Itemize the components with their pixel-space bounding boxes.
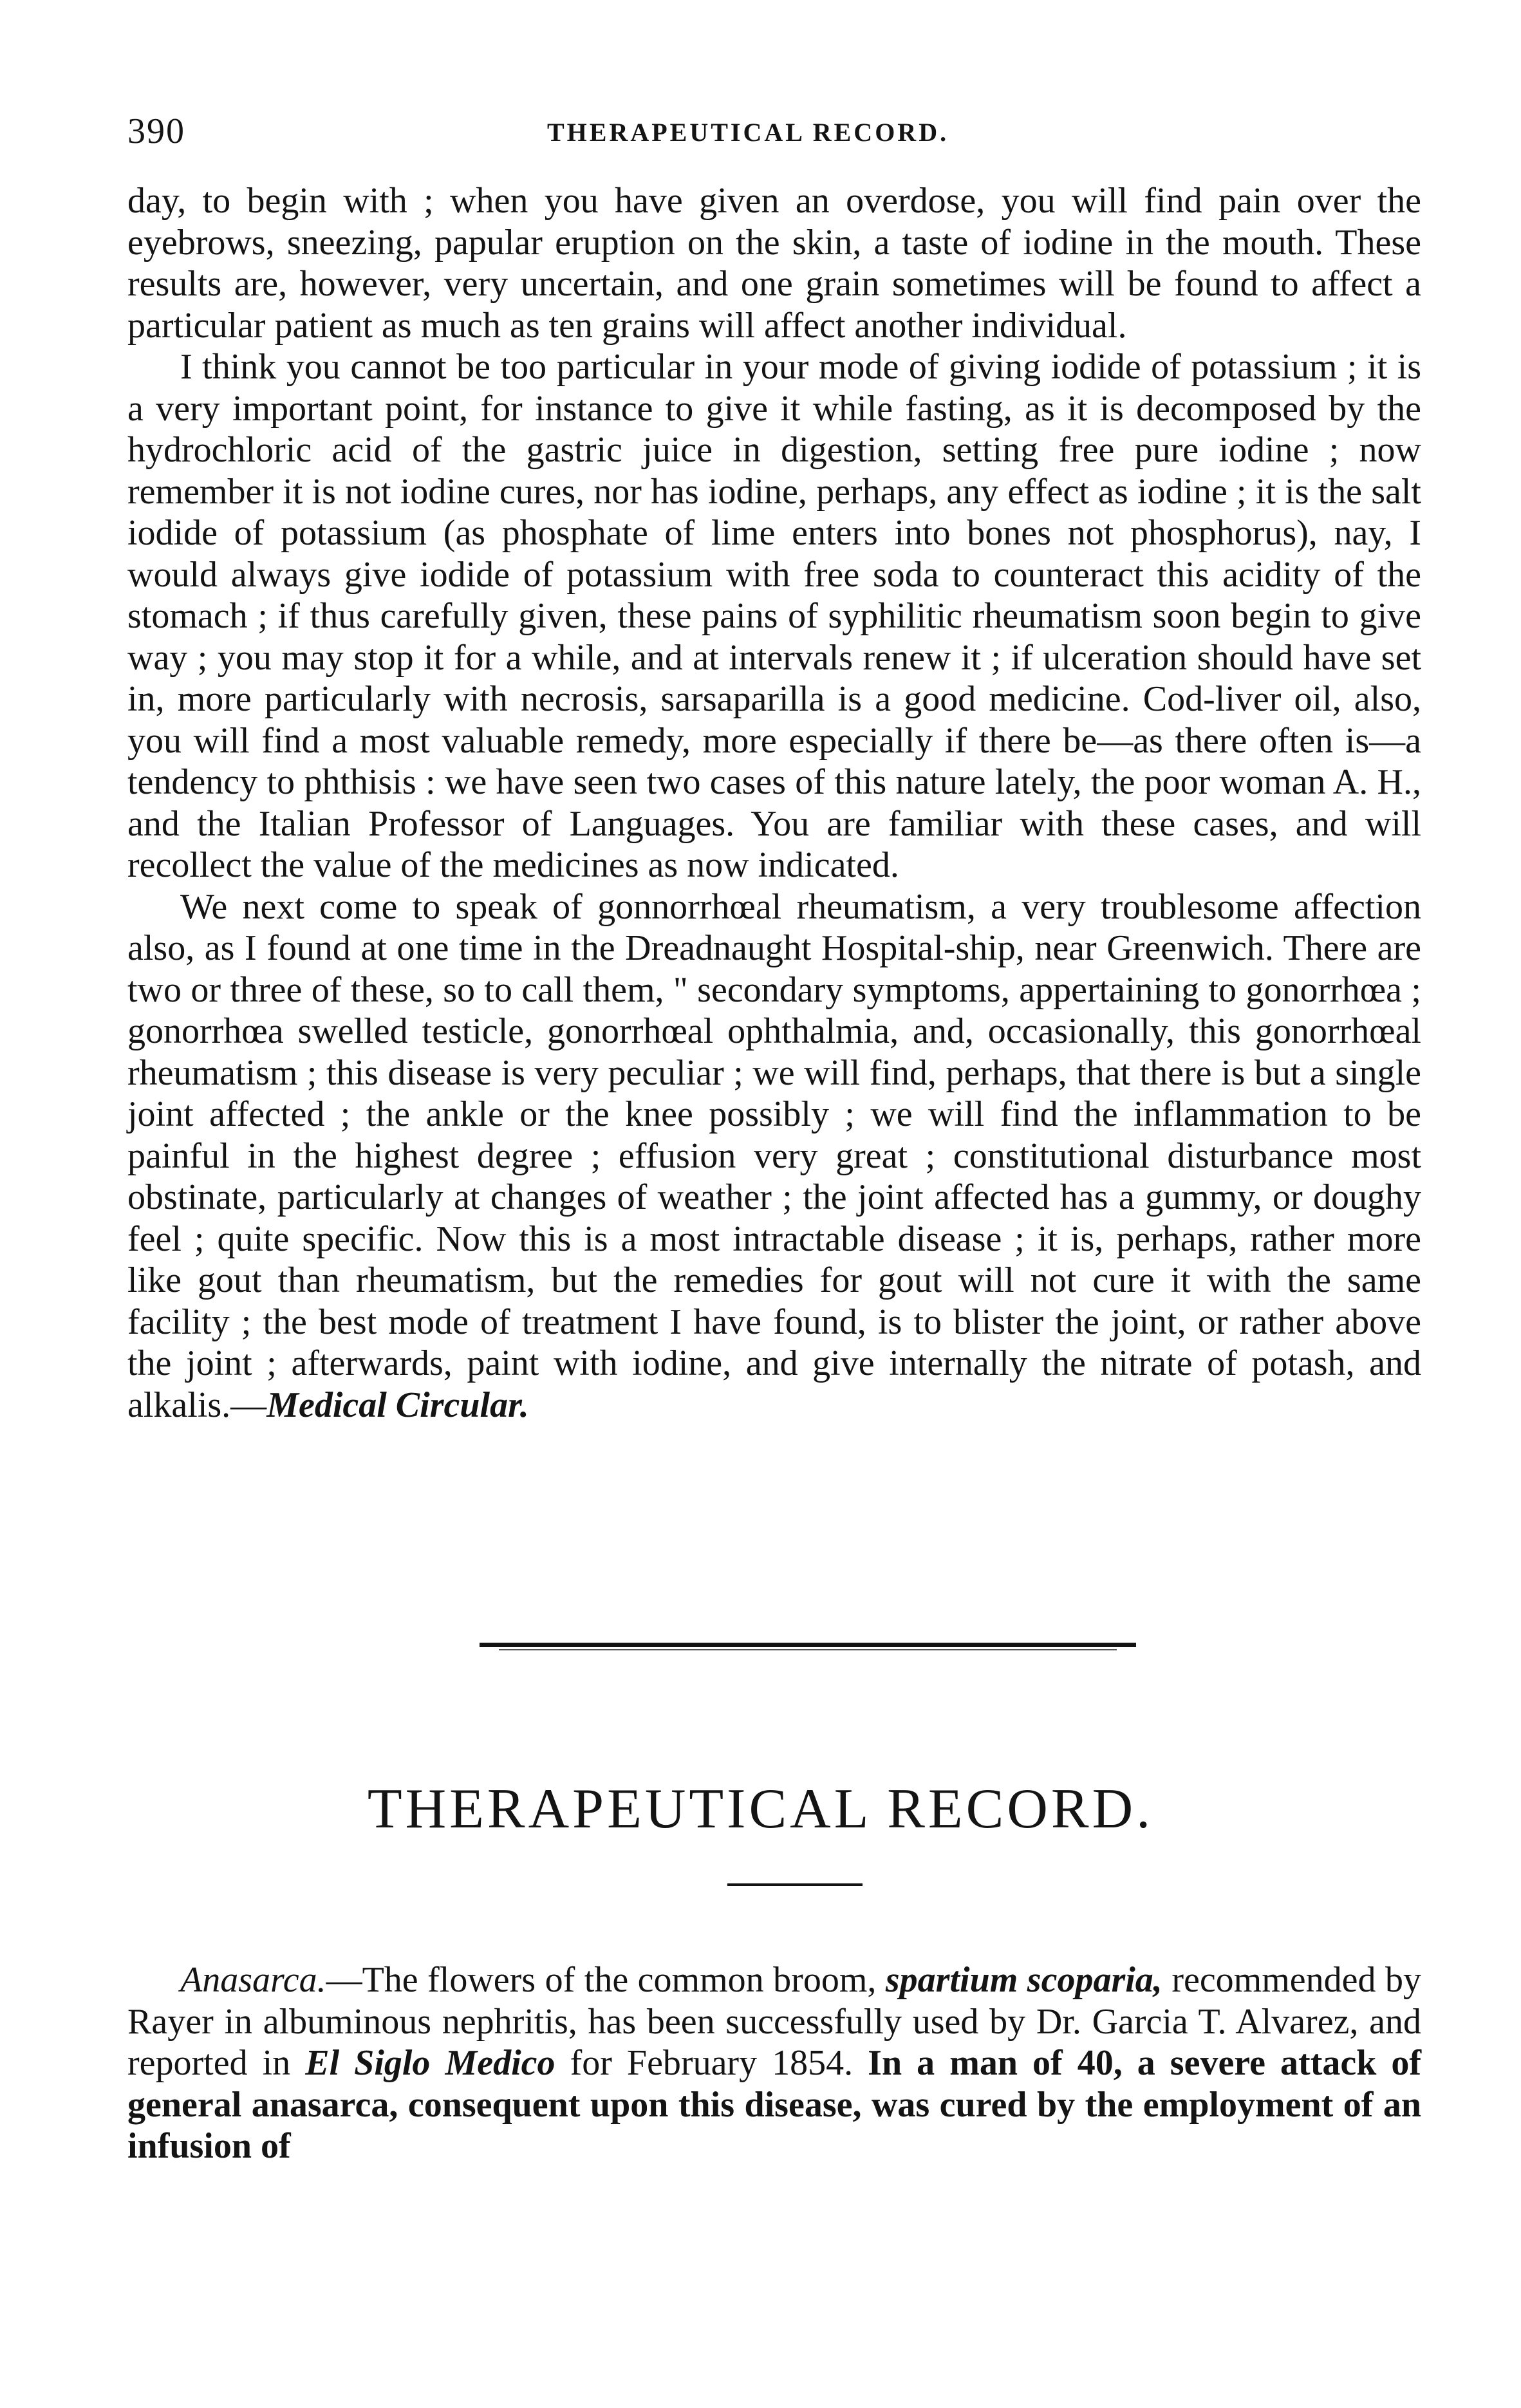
entry-heading: Anasarca.	[180, 1960, 326, 2000]
title-rule	[727, 1883, 863, 1886]
entry-text: recommended by Rayer in albuminous nephritis, has been successfully used by Dr. Garcia T. Alvarez, and reported in	[127, 1960, 1422, 2083]
section-title: THERAPEUTICAL RECORD.	[367, 1778, 1154, 1840]
paragraph: I think you cannot be too particular in your mode of giving iodide of potassium ; it is a very important point, for instance to give it while fasting, as it is decomposed by the hydrochloric acid of the gastric juice in digestion, setting free pure iodine ; now remember it is not iodine cures, nor has iodine, perhaps, any effect as iodine ; it is the salt iodide of potassium (as phosphate of lime enters into bones not phosphorus), nay, I would always give iodide of potassium with free soda to counteract this acidity of the stomach ; if thus carefully given, these pains of syphilitic rheumatism soon begin to give way ; you may stop it for a while, and at intervals renew it ; if ulceration should have set in, more particularly with necrosis, sarsaparilla is a good medicine. Cod-liver oil, also, you will find a most valuable remedy, more especially if there be—as there often is—a tendency to phthisis : we have seen two cases of this nature lately, the poor woman A. H., and the Italian Professor of Languages. You are familiar with these cases, and will recollect the value of the medicines as now indicated.	[127, 347, 1421, 885]
entry-text: —The flowers of the common broom,	[326, 1960, 886, 2000]
running-head: THERAPEUTICAL RECORD.	[547, 118, 949, 147]
paragraph	[127, 886, 1421, 1426]
divider-thin-line	[499, 1649, 1117, 1650]
source-citation: Medical Circular.	[266, 1385, 529, 1425]
journal-name: El Siglo Medico	[305, 2043, 555, 2083]
paragraph-text: We next come to speak of gonnorrhœal rheumatism, a very troublesome affection also, as I found at one time in the Dreadnaught Hospital-ship, near Greenwich. There are two or three of these, so to call them, " secondary symptoms, appertaining to gonorrhœa ; gonorrhœa swelled testicle, gonorrhœal ophthalmia, and, occasionally, this gonorrhœal rheumatism ; this disease is very peculiar ; we will find, perhaps, that there is but a single joint affected ; the ankle or the knee possibly ; we will find the inflammation to be painful in the highest degree ; effusion very great ; constitutional disturbance most obstinate, particularly at changes of weather ; the joint affected has a gummy, or doughy feel ; quite specific. Now this is a most intractable disease ; it is, perhaps, rather more like gout than rheumatism, but the remedies for gout will not cure it with the same facility ; the best mode of treatment I have found, is to blister the joint, or rather above the joint ; afterwards, paint with iodine, and give internally the nitrate of potash, and alkalis.—	[127, 886, 1421, 1425]
record-paragraph	[127, 1959, 1421, 2167]
divider-thick-line	[480, 1643, 1136, 1647]
record-entry	[127, 1959, 1421, 2167]
entry-text: for February 1854.	[555, 2043, 868, 2083]
entry-bold-text: In a man of 40, a severe attack of general anasarca, consequent upon this disease, was cured by the employment of an infusion of	[127, 2043, 1422, 2166]
section-divider	[480, 1643, 1136, 1652]
paragraph: day, to begin with ; when you have given an overdose, you will find pain over the eyebrows, sneezing, papular eruption on the skin, a taste of iodine in the mouth. These results are, however, very uncertain, and one grain sometimes will be found to affect a particular patient as much as ten grains will affect another individual.	[127, 181, 1421, 346]
article-body	[127, 180, 1421, 1426]
page-number: 390	[127, 111, 185, 151]
latin-name: spartium scoparia,	[885, 1960, 1162, 2000]
